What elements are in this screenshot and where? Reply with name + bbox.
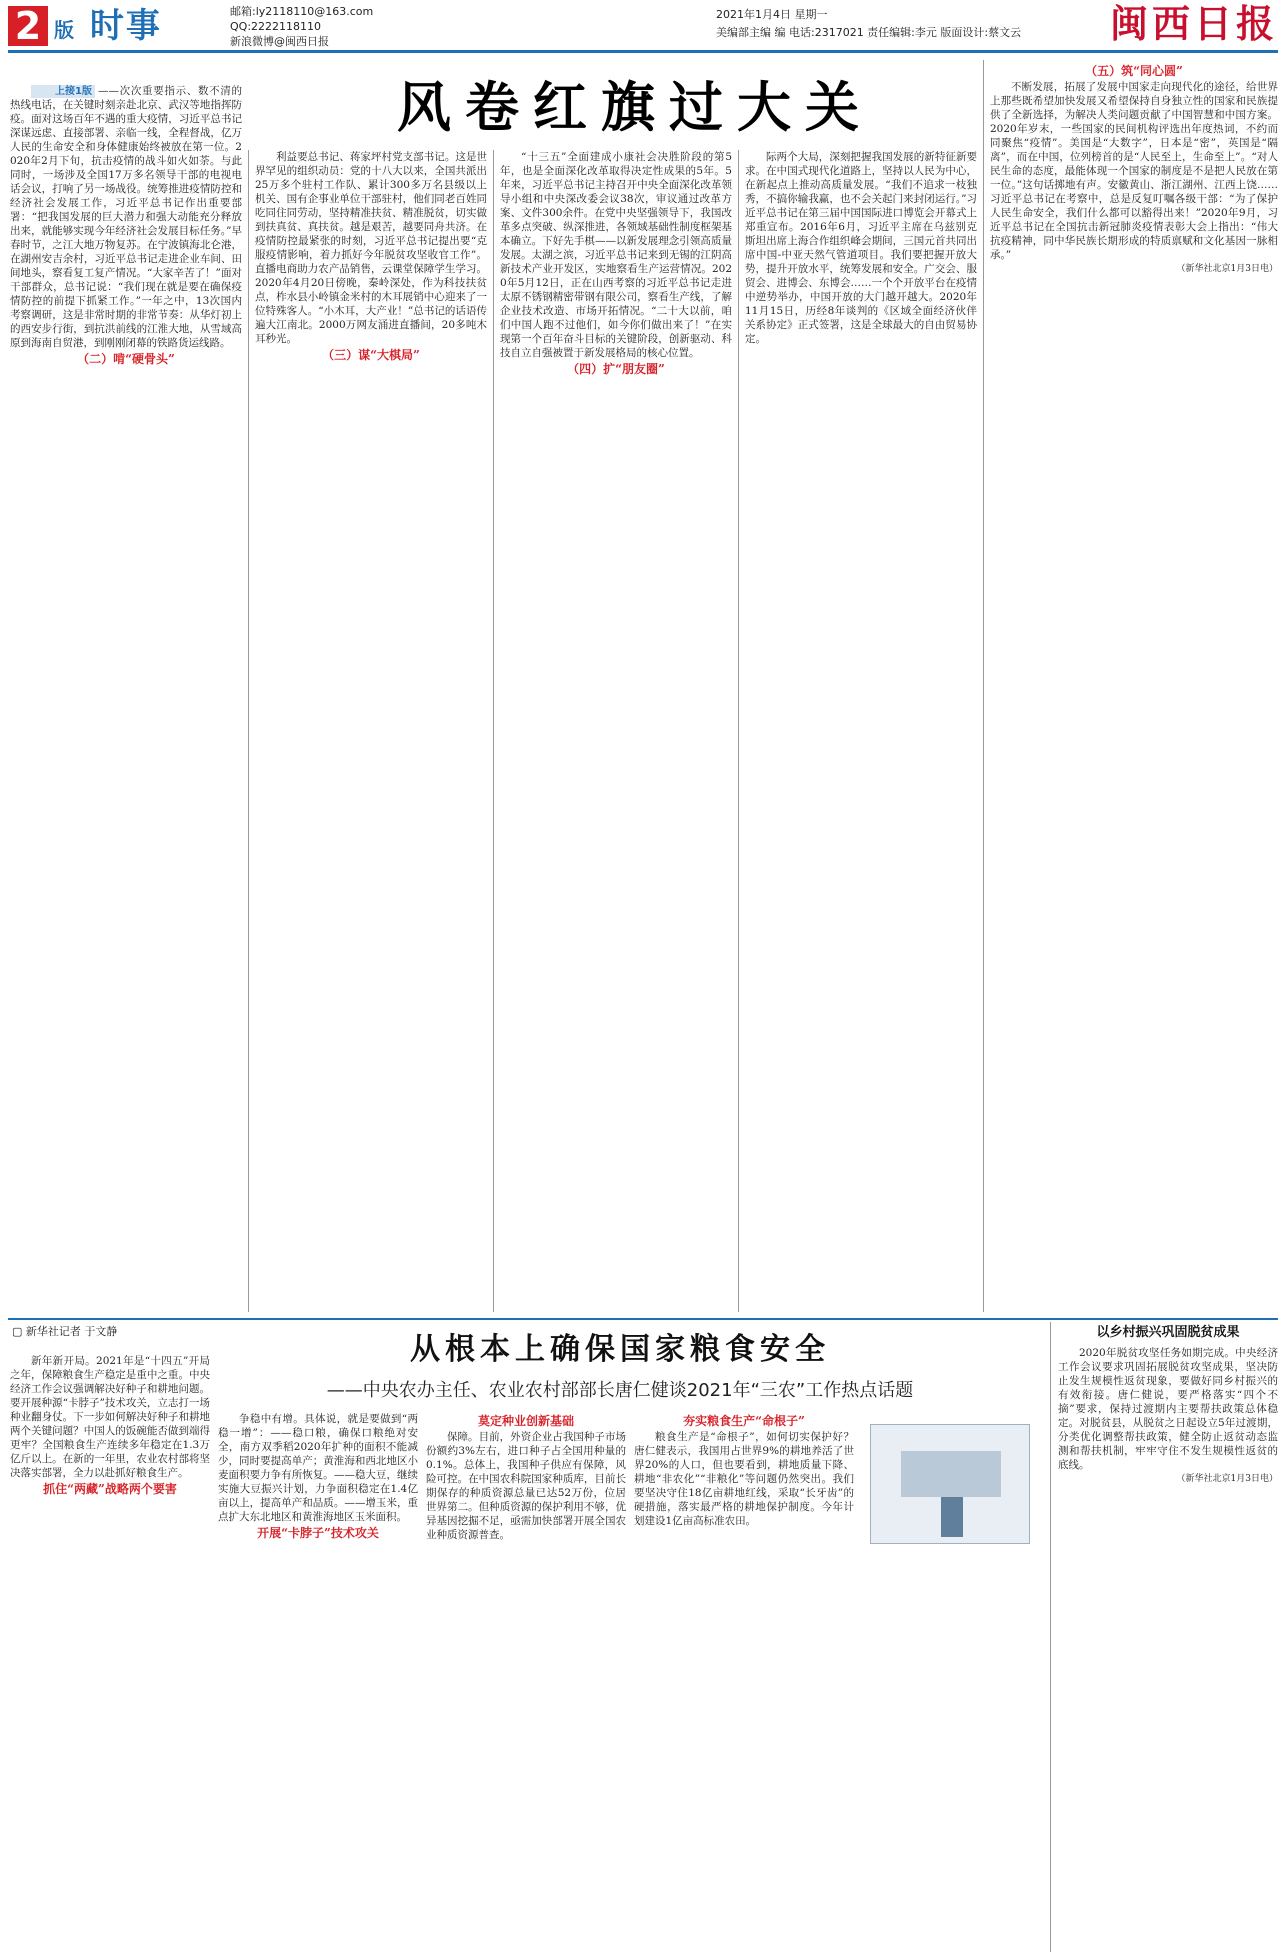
section-rule [8,1318,1278,1320]
second-subhead-1: 抓住“两藏”战略两个要害 [43,1482,177,1496]
subhead-2: （二）啃“硬骨头” [77,352,175,366]
main-column-2 [255,150,487,1312]
main-column-2-text: 利益要总书记、蒋家坪村党支部书记。这是世界罕见的组织动员：党的十八大以来，全国共派出25万多个驻村工作队、累计300多万名县级以上机关、国有企事业单位干部驻村，他们同老百姓同吃同住同劳动，坚持精准扶贫、精准脱贫，切实做到扶真贫、真扶贫。越是艰苦，越要同舟共济。在疫情防控最紧张的时刻，习近平总书记提出要“克服疫情影响，着力抓好今年脱贫攻坚收官工作”。直播电商助力农产品销售，云课堂保障学生学习。2020年4月20日傍晚，秦岭深处，作为科技扶贫点，柞水县小岭镇金米村的木耳展销中心迎来了一位特殊客人。“小木耳，大产业！”总书记的话语传遍大江南北。2000万网友涌进直播间，20多吨木耳秒光。 [255,151,487,345]
second-column-1-text: 新年新开局。2021年是“十四五”开局之年，保障粮食生产稳定是重中之重。中央经济工作会议强调解决好种子和耕地问题。要开展种源“卡脖子”技术攻关，立志打一场种业翻身仗。下一步如何解决好种子和耕地两个关键问题？中国人的饭碗能否做到端得更牢？全国粮食生产连续多年稳定在1.3万亿斤以上。在新的一年里，农业农村部将坚决落实部署，全力以赴抓好粮食生产。 [10,1355,210,1479]
main-headline: 风卷红旗过大关 [397,75,873,139]
second-subhead-2: 开展“卡脖子”技术攻关 [257,1526,379,1540]
column-divider [493,150,494,1312]
masthead-rule [8,50,1278,53]
main-column-4 [745,150,977,1312]
contact-email: 邮箱:ly2118110@163.com [230,5,374,18]
contact-info [230,4,410,49]
second-column-5 [1058,1346,1278,1950]
subhead-3: （三）谋“大棋局” [322,348,420,362]
illustration-image [870,1424,1030,1544]
main-column-1-text: ——次次重要指示、数不清的热线电话，在关键时刻亲赴北京、武汉等地指挥防疫。面对这场百年不遇的重大疫情，习近平总书记深谋远虑、直接部署、亲临一线，全程督战，亿万人民的生命安全和身体健康始终被放在第一位。2020年2月下旬，抗击疫情的战斗如火如荼。与此同时，一场涉及全国17万多名领导干部的电视电话会议，打响了另一场战役。统筹推进疫情防控和经济社会发展工作，习近平总书记作出重要部署：“把我国发展的巨大潜力和强大动能充分释放出来，就能够实现今年经济社会发展目标任务。”早春时节，之江大地万物复苏。在宁波镇海北仑港，在湖州安吉余村，习近平总书记走进企业车间、田间地头，察看复工复产情况。“大家辛苦了！”面对干部群众，总书记说：“我们现在就是要在确保疫情防控的前提下抓紧工作。”一年之中，13次国内考察调研，这是非常时期的非常节奏：从华灯初上的西安步行街，到抗洪前线的江淮大地，从雪域高原到海南自贸港，到刚刚闭幕的铁路货运线路。 [10,85,242,349]
section-title [54,6,162,50]
second-column-3-text: 保障。目前，外资企业占我国种子市场份额约3%左右，进口种子占全国用种量的0.1%。总体上，我国种子供应有保障，风险可控。在中国农科院国家种质库，目前长期保存的种质资源总量已达52万份，位居世界第二。但种质资源的保护利用不够，优异基因挖掘不足，亟需加快部署开展全国农业种质资源普查。 [426,1431,626,1541]
edition-suffix: 版 [54,18,76,42]
section-name: 时事 [89,6,162,46]
column-divider [1050,1322,1051,1952]
subhead-5: （五）筑“同心圆” [1085,64,1183,78]
main-column-3-text: “十三五”全面建成小康社会决胜阶段的第5年，也是全面深化改革取得决定性成果的5年。5年来，习近平总书记主持召开中央全面深化改革领导小组和中央深改委会议38次，审议通过改革方案、文件300余件。在党中央坚强领导下，我国改革多点突破、纵深推进，各领域基础性制度框架基本确立。下好先手棋——以新发展理念引领高质量发展。太湖之滨，习近平总书记来到无锡的江阴高新技术产业开发区，实地察看生产运营情况。2020年5月12日，正在山西考察的习近平总书记走进太原不锈钢精密带钢有限公司，察看生产线，了解企业技术改造、市场开拓情况。“二十大以前，咱们中国人跑不过他们，如今你们做出来了！”在实现第一个百年奋斗目标的关键阶段，创新驱动、科技自立自强被置于新发展格局的核心位置。 [500,151,732,359]
second-column-1 [10,1354,210,1950]
lead-tag: 上接1版 [31,85,95,98]
second-subhead-4: 夯实粮食生产“命根子” [683,1414,805,1428]
contact-qq: QQ:2222118110 [230,20,322,33]
second-column-5-text: 2020年脱贫攻坚任务如期完成。中央经济工作会议要求巩固拓展脱贫攻坚成果，坚决防止发生规模性返贫现象，要做好同乡村振兴的有效衔接。唐仁健说，要严格落实“四个不摘”要求，保持过渡期内主要帮扶政策总体稳定。对脱贫县，从脱贫之日起设立5年过渡期，分类优化调整帮扶政策，健全防止返贫动态监测和帮扶机制，牢牢守住不发生规模性返贫的底线。 [1058,1347,1278,1471]
side-title: 以乡村振兴巩固脱贫成果 [1096,1325,1240,1340]
column-divider [248,150,249,1312]
second-headline: 从根本上确保国家粮食安全 [410,1332,830,1367]
page-number: 2 [8,6,48,46]
main-column-4-text: 际两个大局，深刻把握我国发展的新特征新要求。在中国式现代化道路上，坚持以人民为中心，在新起点上推动高质量发展。“我们不追求一枝独秀，不搞你输我赢，也不会关起门来封闭运行。”习近平总书记在第三届中国国际进口博览会开幕式上郑重宣布。2016年6月，习近平主席在乌兹别克斯坦出席上海合作组织峰会期间，三国元首共同出席中国-中亚天然气管道项目。我们要把握开放大势，提升开放水平，统筹发展和安全。广交会、服贸会、进博会、东博会……一个个开放平台在疫情中逆势举办，中国开放的大门越开越大。2020年11月15日，历经8年谈判的《区域全面经济伙伴关系协定》正式签署，这是全球最大的自由贸易协定。 [745,151,977,345]
second-column-4 [634,1412,854,1950]
subhead-4: （四）扩“朋友圈” [567,362,665,376]
second-credit: （新华社北京1月3日电） [1176,1474,1278,1484]
date-line: 2021年1月4日 星期一 [716,8,828,21]
second-column-4-text: 粮食生产是“命根子”，如何切实保护好？唐仁健表示，我国用占世界9%的耕地养活了世界20%的人口，但也要看到，耕地质量下降、耕地“非农化”“非粮化”等问题仍然突出。我们要坚决守住18亿亩耕地红线，采取“长牙齿”的硬措施，落实最严格的耕地保护制度。今年计划建设1亿亩高标准农田。 [634,1431,854,1527]
column-divider [738,150,739,1312]
main-column-5 [990,62,1278,1312]
column-divider [983,60,984,1312]
paper-name: 闽西日报 [1109,1,1278,46]
editor-line: 美编部主编 编 电话:2317021 责任编辑:李元 版面设计:蔡文云 [716,26,1022,39]
main-credit: （新华社北京1月3日电） [1176,264,1278,274]
main-column-5-text: 不断发展，拓展了发展中国家走向现代化的途径，给世界上那些既希望加快发展又希望保持自身独立性的国家和民族提供了全新选择，为解决人类问题贡献了中国智慧和中国方案。2020年岁末，一些国家的民间机构评选出年度热词，不约而同聚焦“疫情”。美国是“大数字”，日本是“密”，英国是“隔离”，而在中国，位列榜首的是“人民至上，生命至上”。“对人民生命的态度，最能体现一个国家的制度是不是把人民放在第一位。”这句话掷地有声。安徽黄山、浙江湖州、江西上饶……习近平总书记在考察中，总是反复叮嘱各级干部：“为了保护人民生命安全，我们什么都可以豁得出来！”2020年9月，习近平总书记在全国抗击新冠肺炎疫情表彰大会上指出：“伟大抗疫精神，同中华民族长期形成的特质禀赋和文化基因一脉相承。” [990,81,1278,261]
contact-weibo: 新浪微博@闽西日报 [230,35,329,48]
second-column-3 [426,1412,626,1950]
second-column-2 [218,1412,418,1950]
main-column-1 [10,84,242,1312]
second-byline: ▢ 新华社记者 于文静 [12,1325,118,1338]
second-subhead-3: 莫定种业创新基础 [477,1414,574,1428]
main-column-3 [500,150,732,1312]
second-subheadline: ——中央农办主任、农业农村部部长唐仁健谈2021年“三农”工作热点话题 [326,1380,914,1401]
second-column-2-text: 争稳中有增。具体说，就是要做到“两稳一增”：——稳口粮，确保口粮绝对安全，南方双季稻2020年扩种的面积不能减少，同时要提高单产；黄淮海和西北地区小麦面积要力争有所恢复。——稳大豆，继续实施大豆振兴计划，力争面积稳定在1.4亿亩以上，提高单产和品质。——增玉米，重点扩大东北地区和黄淮海地区玉米面积。 [218,1413,418,1523]
